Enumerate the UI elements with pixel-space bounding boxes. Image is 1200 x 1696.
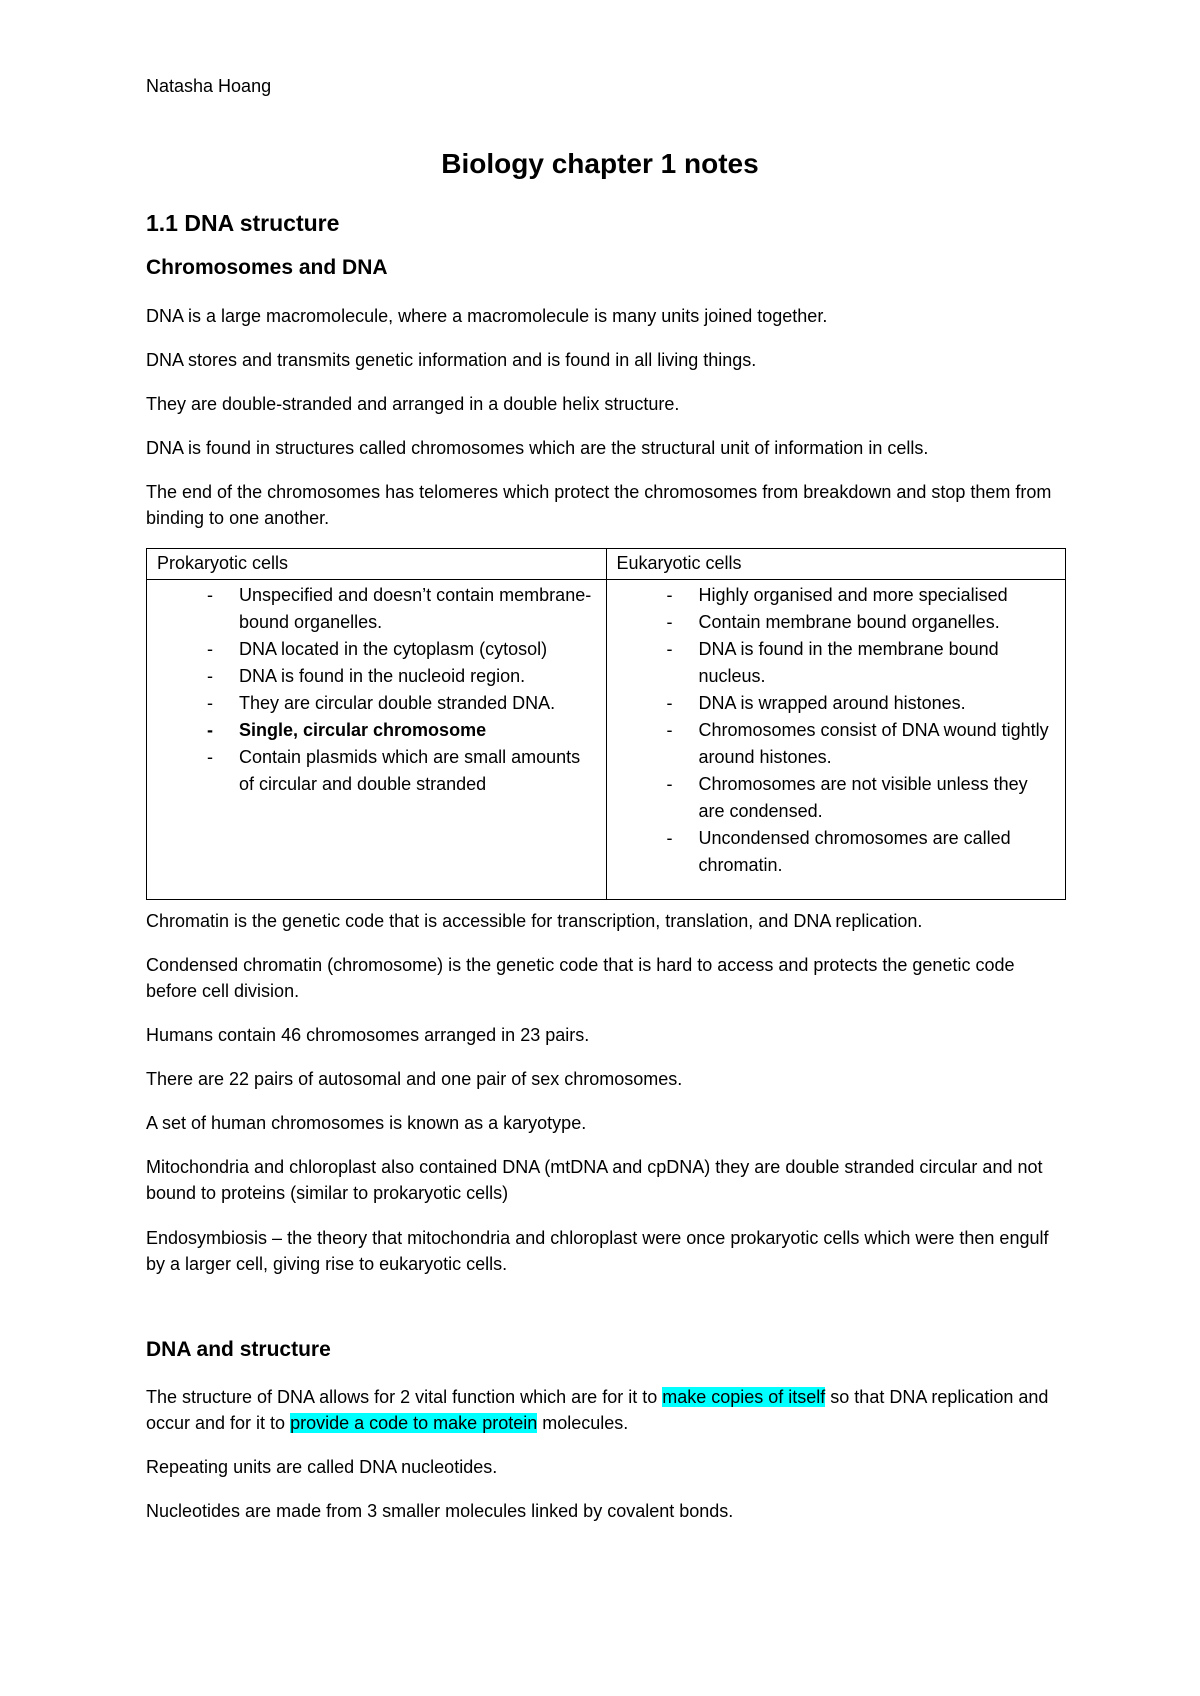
list-item: - Chromosomes are not visible unless they are condensed. xyxy=(617,771,1058,825)
highlight-provide-code: provide a code to make protein xyxy=(290,1413,538,1433)
eukaryotic-list xyxy=(617,582,1058,879)
list-item: - DNA is wrapped around histones. xyxy=(617,690,1058,717)
list-item: - Single, circular chromosome xyxy=(157,717,598,744)
text-run: The structure of DNA allows for 2 vital function which are for it to xyxy=(146,1387,663,1407)
table-header-eukaryotic: Eukaryotic cells xyxy=(606,549,1066,580)
paragraph: Condensed chromatin (chromosome) is the genetic code that is hard to access and protects the genetic code before cell division. xyxy=(146,955,1015,1001)
table-header-prokaryotic: Prokaryotic cells xyxy=(147,549,607,580)
prokaryotic-list xyxy=(157,582,598,798)
section-heading-dna-structure: 1.1 DNA structure xyxy=(146,210,340,236)
highlight-make-copies: make copies of itself xyxy=(662,1387,826,1407)
paragraph: Chromatin is the genetic code that is accessible for transcription, translation, and DNA replication. xyxy=(146,911,923,931)
prokaryotic-cell xyxy=(147,580,607,900)
list-item: - DNA located in the cytoplasm (cytosol) xyxy=(157,636,598,663)
paragraph: Humans contain 46 chromosomes arranged in 23 pairs. xyxy=(146,1025,590,1045)
paragraph: DNA stores and transmits genetic information and is found in all living things. xyxy=(146,350,757,370)
paragraph: Endosymbiosis – the theory that mitochondria and chloroplast were once prokaryotic cells which were then engulf by a larger cell, giving rise to eukaryotic cells. xyxy=(146,1228,1049,1274)
paragraph: Repeating units are called DNA nucleotides. xyxy=(146,1457,498,1477)
list-item: - Contain membrane bound organelles. xyxy=(617,609,1058,636)
list-item: - DNA is found in the nucleoid region. xyxy=(157,663,598,690)
list-item: - Chromosomes consist of DNA wound tightly around histones. xyxy=(617,717,1058,771)
paragraph: There are 22 pairs of autosomal and one pair of sex chromosomes. xyxy=(146,1069,683,1089)
list-item: - DNA is found in the membrane bound nucleus. xyxy=(617,636,1058,690)
list-item: - Uncondensed chromosomes are called chromatin. xyxy=(617,825,1058,879)
list-item: - Unspecified and doesn’t contain membrane-bound organelles. xyxy=(157,582,598,636)
author-name: Natasha Hoang xyxy=(146,76,272,96)
eukaryotic-cell xyxy=(606,580,1066,900)
paragraph: A set of human chromosomes is known as a karyotype. xyxy=(146,1113,587,1133)
paragraph: Nucleotides are made from 3 smaller molecules linked by covalent bonds. xyxy=(146,1501,734,1521)
text-run: molecules. xyxy=(537,1413,629,1433)
cell-comparison-table xyxy=(146,548,1066,900)
page-title: Biology chapter 1 notes xyxy=(441,148,759,179)
subheading-chromosomes-and-dna: Chromosomes and DNA xyxy=(146,256,388,279)
subheading-dna-and-structure: DNA and structure xyxy=(146,1338,331,1361)
paragraph: They are double-stranded and arranged in a double helix structure. xyxy=(146,394,680,414)
paragraph: The end of the chromosomes has telomeres which protect the chromosomes from breakdown and stop them from binding to one another. xyxy=(146,482,1052,528)
list-item: - Contain plasmids which are small amounts of circular and double stranded xyxy=(157,744,598,798)
paragraph: DNA is found in structures called chromosomes which are the structural unit of information in cells. xyxy=(146,438,929,458)
text-run: so that DNA replication and occur and for it to xyxy=(146,1387,1049,1433)
paragraph-dna-functions xyxy=(146,1384,1066,1436)
list-item: - Highly organised and more specialised xyxy=(617,582,1058,609)
paragraph: DNA is a large macromolecule, where a macromolecule is many units joined together. xyxy=(146,306,828,326)
paragraph: Mitochondria and chloroplast also contained DNA (mtDNA and cpDNA) they are double stranded circular and not bound to proteins (similar to prokaryotic cells) xyxy=(146,1157,1043,1203)
list-item: - They are circular double stranded DNA. xyxy=(157,690,598,717)
